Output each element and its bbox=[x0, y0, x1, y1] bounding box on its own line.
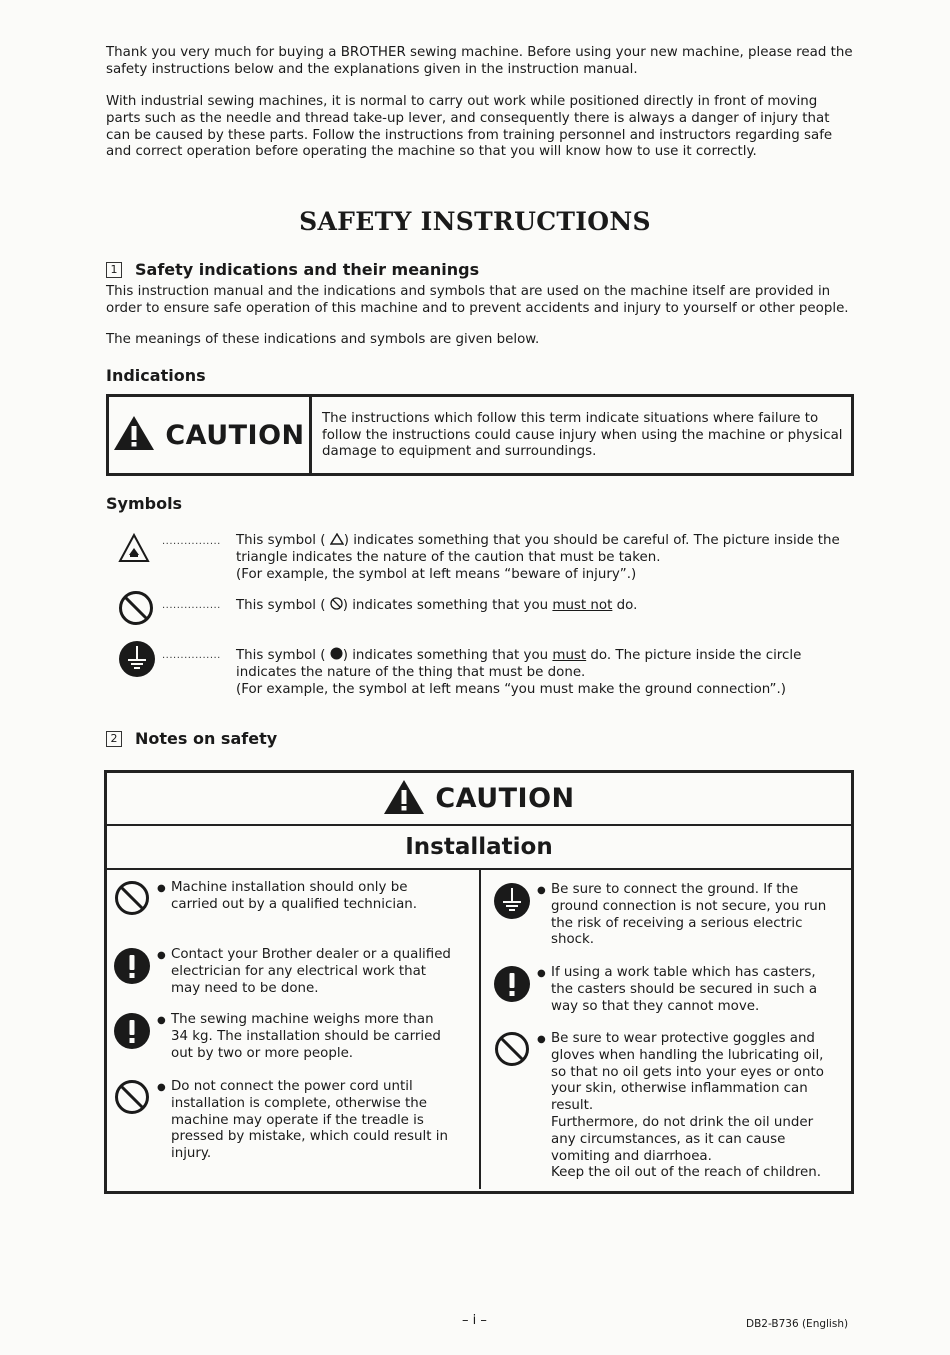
document-code: DB2-B736 (English) bbox=[746, 1318, 849, 1330]
item-text bbox=[551, 1031, 833, 1182]
warning-triangle-icon bbox=[113, 415, 155, 455]
symbol-emphasis: must not bbox=[552, 598, 613, 613]
bullet-icon: ● bbox=[157, 1082, 166, 1093]
symbols-heading: Symbols bbox=[106, 494, 183, 513]
triangle-outline-icon bbox=[330, 533, 344, 548]
prohibited-icon bbox=[487, 1031, 537, 1182]
prohibited-icon bbox=[107, 880, 157, 916]
item-text: Do not connect the power cord until installation is complete, otherwise the machine may operate if the treadle is pressed by mistake, which could result in injury. bbox=[171, 1079, 448, 1162]
symbol-text: do. The picture inside the circle indicates the nature of the thing that must be done. bbox=[236, 648, 802, 680]
page-title: SAFETY INSTRUCTIONS bbox=[299, 207, 651, 236]
symbol-text: This symbol ( bbox=[236, 598, 326, 613]
filled-circle-icon bbox=[330, 648, 343, 663]
mandatory-icon bbox=[107, 947, 157, 997]
notes-on-safety-box bbox=[104, 770, 854, 1194]
installation-right-column bbox=[481, 870, 851, 1189]
symbol-mandatory-description bbox=[236, 640, 854, 698]
symbol-row-caution bbox=[106, 533, 854, 583]
list-item bbox=[487, 1031, 843, 1182]
item-text: Contact your Brother dealer or a qualified electrician for any electrical work that may need to be done. bbox=[171, 947, 451, 996]
caution-label: CAUTION bbox=[165, 419, 305, 451]
installation-heading: Installation bbox=[107, 826, 851, 870]
section-2-title: Notes on safety bbox=[135, 729, 278, 748]
item-text: If using a work table which has casters, the casters should be secured in such a way so that they cannot move. bbox=[551, 965, 818, 1014]
injury-caution-icon bbox=[106, 533, 162, 583]
symbol-caution-description bbox=[236, 533, 854, 583]
bullet-icon: ● bbox=[157, 883, 166, 894]
prohibited-icon bbox=[106, 590, 162, 626]
intro-paragraph-2: With industrial sewing machines, it is normal to carry out work while positioned directly in front of moving parts such as the needle and thread take-up lever, and consequently there is always a danger of injury that can be caused by these parts. Follow the instructions from training personnel and instructors regarding safe and correct operation before operating the machine so that you will know how to use it correctly. bbox=[106, 94, 833, 160]
symbol-emphasis: must bbox=[552, 648, 587, 663]
list-item bbox=[107, 1012, 467, 1062]
section-2-number: 2 bbox=[106, 731, 122, 747]
symbol-text: ) indicates something that you should be careful of. The picture inside the triangle indicates the nature of the caution that must be taken. bbox=[236, 533, 840, 565]
mandatory-icon bbox=[487, 965, 537, 1015]
item-text-part: Be sure to wear protective goggles and gloves when handling the lubricating oil, so that no oil gets into your eyes or onto your skin, otherwise inflammation can result. bbox=[551, 1031, 824, 1114]
ground-icon bbox=[106, 640, 162, 698]
symbol-text: This symbol ( bbox=[236, 648, 326, 663]
page-number: – i – bbox=[462, 1313, 487, 1328]
bullet-icon: ● bbox=[537, 885, 546, 896]
notes-caution-header bbox=[107, 773, 851, 826]
caution-label-cell bbox=[109, 397, 312, 473]
symbol-text: This symbol ( bbox=[236, 533, 326, 548]
symbol-text: ) indicates something that you bbox=[342, 648, 553, 663]
ground-icon bbox=[487, 882, 537, 949]
mandatory-icon bbox=[107, 1012, 157, 1062]
section-1-heading bbox=[106, 260, 479, 279]
symbol-prohibited-description bbox=[236, 590, 854, 626]
caution-description: The instructions which follow this term indicate situations where failure to follow the instructions could cause injury when using the machine or physical damage to equipment and surroundings. bbox=[322, 411, 843, 460]
list-item bbox=[107, 880, 467, 916]
section-1-title: Safety indications and their meanings bbox=[135, 260, 480, 279]
section-1-body-2: The meanings of these indications and symbols are given below. bbox=[106, 332, 540, 347]
item-text: Be sure to connect the ground. If the ground connection is not secure, you run the risk of receiving a serious electric shock. bbox=[551, 882, 827, 948]
prohibited-icon bbox=[107, 1079, 157, 1163]
symbol-text: ) indicates something that you bbox=[342, 598, 553, 613]
list-item bbox=[487, 882, 843, 949]
item-text-part: Keep the oil out of the reach of children. bbox=[551, 1165, 821, 1181]
list-item bbox=[107, 1079, 467, 1163]
intro-paragraph-1: Thank you very much for buying a BROTHER sewing machine. Before using your new machine, please read the safety instructions below and the explanations given in the instruction manual. bbox=[106, 45, 853, 77]
bullet-icon: ● bbox=[157, 950, 166, 961]
leader-dots: ................ bbox=[162, 650, 221, 661]
item-text: Machine installation should only be carried out by a qualified technician. bbox=[171, 880, 418, 912]
bullet-icon: ● bbox=[157, 1015, 166, 1026]
section-1-number: 1 bbox=[106, 262, 122, 278]
bullet-icon: ● bbox=[537, 1034, 546, 1045]
bullet-icon: ● bbox=[537, 968, 546, 979]
installation-columns bbox=[107, 870, 851, 1189]
warning-triangle-icon bbox=[383, 779, 425, 819]
symbol-example: (For example, the symbol at left means “you must make the ground connection”.) bbox=[236, 681, 786, 697]
item-text: The sewing machine weighs more than 34 kg. The installation should be carried out by two or more people. bbox=[171, 1012, 441, 1061]
symbol-example: (For example, the symbol at left means “beware of injury”.) bbox=[236, 566, 637, 582]
list-item bbox=[487, 965, 843, 1015]
prohibited-small-icon bbox=[330, 598, 343, 613]
item-text-part: Furthermore, do not drink the oil under any circumstances, as it can cause vomiting and diarrhoea. bbox=[551, 1114, 814, 1164]
notes-caution-label: CAUTION bbox=[435, 783, 575, 814]
leader-dots: ................ bbox=[162, 600, 221, 611]
symbol-text: do. bbox=[612, 598, 638, 613]
indications-heading: Indications bbox=[106, 366, 206, 385]
caution-indication-box bbox=[106, 394, 854, 476]
symbol-row-prohibited bbox=[106, 590, 854, 626]
installation-left-column bbox=[107, 870, 481, 1189]
symbol-row-mandatory bbox=[106, 640, 854, 698]
leader-dots: ................ bbox=[162, 536, 221, 547]
section-1-body: This instruction manual and the indications and symbols that are used on the machine itself are provided in order to ensure safe operation of this machine and to prevent accidents and injury to yourself or other people. bbox=[106, 284, 849, 316]
list-item bbox=[107, 947, 467, 997]
section-2-heading bbox=[106, 729, 277, 748]
